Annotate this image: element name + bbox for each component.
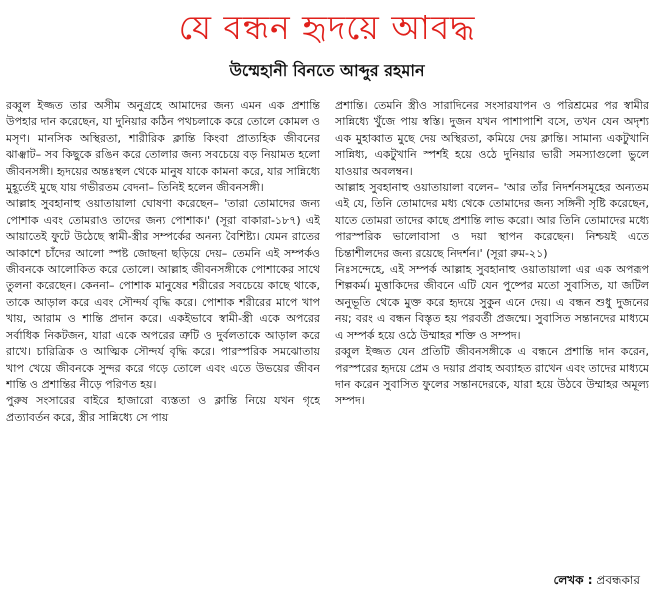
paragraph: পুরুষ সংসারের বাইরে হাজারো ব্যস্ততা ও ক্লান্তি নিয়ে যখন গৃহে প্রত্যাবর্তন করে, স্ত্রীর সান্নিধ্যে সে পায় bbox=[6, 394, 320, 424]
article-column-left bbox=[6, 98, 320, 598]
paragraph: প্রশান্তি। তেমনি স্ত্রীও সারাদিনের সংসারযাপন ও পরিশ্রমের পর স্বামীর সান্নিধ্যে খুঁজে পায় স্বস্তি। দুজন যখন পাশাপাশি বসে, তখন যেন অদৃশ্য এক মুহাব্বাত মুছে দেয় অস্থিরতা, কমিয়ে দেয় ক্লান্তি। সামান্য একটুখানি সান্নিধ্য, একটুখানি স্পর্শই হয়ে ওঠে দুনিয়ার ভারী সমস্যাগুলো ভুলে যাওয়ার অবলম্বন। bbox=[335, 99, 649, 178]
article-title: যে বন্ধন হৃদয়ে আবদ্ধ bbox=[178, 8, 476, 47]
paragraph: আল্লাহ সুবহানাহু ওয়াতায়ালা বলেন– 'আর তাঁর নিদর্শনসমূহের অন্যতম এই যে, তিনি তোমাদের মধ্য থেকে তোমাদের জন্য সঙ্গিনী সৃষ্টি করেছেন, যাতে তোমরা তাদের কাছে প্রশান্তি লাভ করো। আর তিনি তোমাদের মধ্যে পারস্পরিক ভালোবাসা ও দয়া স্থাপন করেছেন। নিশ্চয়ই এতে চিন্তাশীলদের জন্য রয়েছে নিদর্শন।' (সূরা রুম-২১) bbox=[335, 181, 649, 260]
author-credit bbox=[553, 572, 640, 588]
credit-value: প্রবন্ধকার bbox=[596, 573, 640, 587]
paragraph: আল্লাহ সুবহানাহু ওয়াতায়ালা ঘোষণা করেছেন– 'তারা তোমাদের জন্য পোশাক এবং তোমরাও তাদের জন্য পোশাক।' (সূরা বাকারা-১৮৭) এই আয়াতেই ফুটে উঠেছে স্বামী-স্ত্রীর সম্পর্কের অনন্য বৈশিষ্ট্য। যেমন রাতের আকাশে চাঁদের আলো স্পষ্ট জোছনা ছড়িয়ে দেয়– তেমনি এই সম্পর্কও জীবনকে আলোকিত করে তোলে। আল্লাহ জীবনসঙ্গীকে পোশাকের সাথে তুলনা করেছেন। কেননা– পোশাক মানুষের শরীরের সবচেয়ে কাছে থাকে, তাকে আড়াল করে এবং সৌন্দর্য বৃদ্ধি করে। পোশাক শরীরের মাপে খাপ খায়, আরাম ও শান্তি প্রদান করে। একইভাবে স্বামী-স্ত্রী একে অপরের সর্বাধিক নিকটজন, যারা একে অপরের ত্রুটি ও দুর্বলতাকে আড়াল করে রাখে। চারিত্রিক ও আত্মিক সৌন্দর্য বৃদ্ধি করে। পারস্পরিক সমঝোতায় খাপ খেয়ে জীবনকে সুন্দর করে গড়ে তোলে এবং এতে উভয়ের জীবন শান্তি ও প্রশান্তির নীড়ে পরিণত হয়। bbox=[6, 197, 320, 391]
paragraph: নিঃসন্দেহে, এই সম্পর্ক আল্লাহ সুবহানাহু ওয়াতায়ালা এর এক অপরূপ শিল্পকর্ম। মুত্তাকিদের জীবনে এটি যেন পুষ্পের মতো সুবাসিত, যা জটিল অনুভূতি থেকে মুক্ত করে হৃদয়ে সুকুন এনে দেয়। এ বন্ধন শুধু দুজনের নয়; বরং এ বন্ধন বিস্তৃত হয় পরবর্তী প্রজন্মে। সুবাসিত সন্তানদের মাধ্যমে এ সম্পর্ক হয়ে ওঠে উম্মাহর শক্তি ও সম্পদ। bbox=[335, 263, 649, 342]
paragraph: রব্বুল ইজ্জত তার অসীম অনুগ্রহে আমাদের জন্য এমন এক প্রশান্তি উপহার দান করেছেন, যা দুনিয়ার কঠিন পথচলাকে করে তোলে কোমল ও মসৃণ। মানসিক অস্থিরতা, শারীরিক ক্লান্তি কিংবা প্রাত্যহিক জীবনের ঝাঞ্ঝাট– সব কিছুকে রঙিন করে তোলার জন্য সবচেয়ে বড় নিয়ামত হলো জীবনসঙ্গী। হৃদয়ের অন্তঃস্থল থেকে মানুষ যাকে কামনা করে, যার সান্নিধ্যে মুহূর্তেই মুছে যায় গভীরতম বেদনা– তিনিই হলেন জীবনসঙ্গী। bbox=[6, 99, 320, 195]
credit-label: লেখক : bbox=[553, 573, 593, 587]
article-column-right bbox=[335, 98, 649, 598]
article-byline: উম্মেহানী বিনতে আব্দুর রহমান bbox=[229, 61, 425, 80]
paragraph: রব্বুল ইজ্জত যেন প্রতিটি জীবনসঙ্গীকে এ বন্ধনে প্রশান্তি দান করেন, পরস্পরের হৃদয়ে প্রেম ও দয়ার প্রবাহ অব্যাহত রাখেন এবং তাদের মাধ্যমে দান করেন সুবাসিত ফুলের সন্তানদেরকে, যারা হয়ে উঠবে উম্মাহর অমূল্য সম্পদ। bbox=[335, 345, 649, 408]
